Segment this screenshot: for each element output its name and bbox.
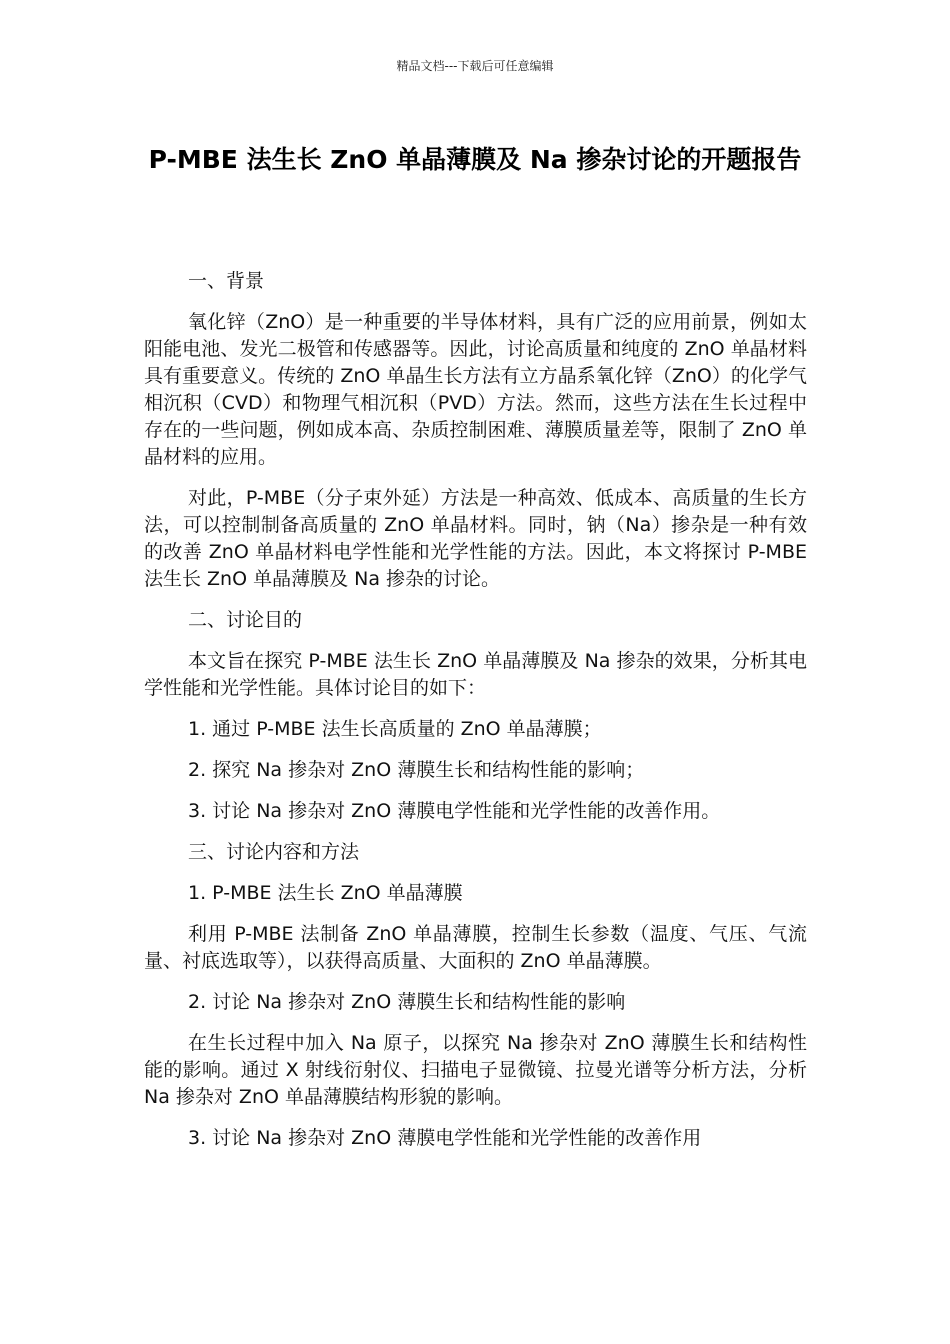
document-body [144, 268, 807, 1166]
section-heading-methods: 三、讨论内容和方法 [188, 841, 360, 863]
purpose-item-2: 2. 探究 Na 掺杂对 ZnO 薄膜生长和结构性能的影响； [188, 759, 645, 781]
paragraph-background-2: 对此，P-MBE（分子束外延）方法是一种高效、低成本、高质量的生长方法，可以控制制备高质量的 ZnO 单晶材料。同时，钠（Na）掺杂是一种有效的改善 ZnO 单晶材料电学性能和光学性能的方法。因此，本文将探讨 P-MBE 法生长 ZnO 单晶薄膜及 Na 掺杂的讨论。 [144, 487, 807, 590]
section-heading-background: 一、背景 [188, 270, 265, 292]
paragraph-background-1: 氧化锌（ZnO）是一种重要的半导体材料，具有广泛的应用前景，例如太阳能电池、发光二极管和传感器等。因此，讨论高质量和纯度的 ZnO 单晶材料具有重要意义。传统的 ZnO 单晶生长方法有立方晶系氧化锌（ZnO）的化学气相沉积（CVD）和物理气相沉积（PVD）方法。然而，这些方法在生长过程中存在的一些问题，例如成本高、杂质控制困难、薄膜质量差等，限制了 ZnO 单晶材料的应用。 [144, 311, 807, 468]
method-heading-1: 1. P-MBE 法生长 ZnO 单晶薄膜 [188, 882, 463, 904]
method-heading-3: 3. 讨论 Na 掺杂对 ZnO 薄膜电学性能和光学性能的改善作用 [188, 1127, 702, 1149]
purpose-item-1: 1. 通过 P-MBE 法生长高质量的 ZnO 单晶薄膜； [188, 718, 602, 740]
paragraph-method-2: 在生长过程中加入 Na 原子，以探究 Na 掺杂对 ZnO 薄膜生长和结构性能的影响。通过 X 射线衍射仪、扫描电子显微镜、拉曼光谱等分析方法，分析 Na 掺杂对 ZnO 单晶薄膜结构形貌的影响。 [144, 1032, 807, 1108]
paragraph-method-1: 利用 P-MBE 法制备 ZnO 单晶薄膜，控制生长参数（温度、气压、气流量、衬底选取等），以获得高质量、大面积的 ZnO 单晶薄膜。 [144, 923, 807, 972]
header-note: 精品文档---下载后可任意编辑 [396, 59, 554, 73]
document-title: P-MBE 法生长 ZnO 单晶薄膜及 Na 掺杂讨论的开题报告 [148, 145, 802, 174]
section-heading-purpose: 二、讨论目的 [188, 609, 303, 631]
method-heading-2: 2. 讨论 Na 掺杂对 ZnO 薄膜生长和结构性能的影响 [188, 991, 626, 1013]
purpose-item-3: 3. 讨论 Na 掺杂对 ZnO 薄膜电学性能和光学性能的改善作用。 [188, 800, 721, 822]
paragraph-purpose-intro: 本文旨在探究 P-MBE 法生长 ZnO 单晶薄膜及 Na 掺杂的效果，分析其电学性能和光学性能。具体讨论目的如下： [144, 650, 807, 699]
